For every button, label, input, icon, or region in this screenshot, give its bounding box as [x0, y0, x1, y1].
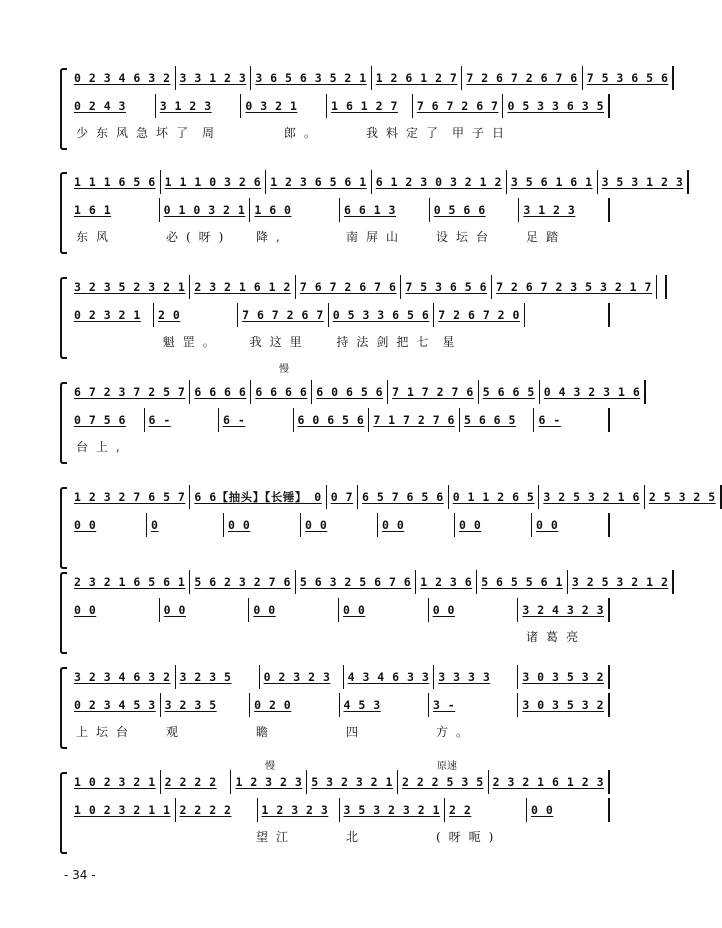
notes: 3 -: [432, 698, 456, 712]
measure: [160, 198, 251, 222]
lyric: 上坛台: [76, 725, 137, 739]
lower-staff: [70, 303, 610, 327]
staff-brace: [60, 68, 67, 150]
page-number: - 34 -: [64, 868, 96, 882]
notes: 0 0: [382, 518, 405, 532]
notes: 1 2 3 2 7 6 5 7: [74, 490, 186, 504]
measure: [70, 693, 161, 717]
lyric: [250, 628, 340, 648]
lyric: 降,: [256, 230, 288, 244]
notes: 1 6 1 2 7: [331, 99, 398, 113]
lyric: [70, 828, 160, 848]
notes: 0 0: [459, 518, 482, 532]
tempo-mark-slow-1: 慢: [279, 364, 289, 375]
staff-brace: [60, 667, 67, 749]
notes: 7 2 6 7 2 3 5 3 2 1 7: [496, 280, 652, 294]
notes: 0 0: [253, 603, 276, 617]
measure: [190, 275, 296, 299]
notes: 3 2 4 3 2 3: [522, 603, 605, 617]
measure: [401, 275, 492, 299]
notes: 1 1 1 0 3 2 6: [164, 175, 262, 189]
measure: [161, 170, 267, 194]
measure: [479, 380, 540, 404]
lyric: 我料定了: [366, 126, 447, 140]
measure: [519, 198, 610, 222]
measure: [176, 66, 252, 90]
staff-brace: [60, 572, 67, 654]
measure: [398, 770, 489, 794]
lower-staff: [70, 94, 610, 118]
measure: [455, 513, 532, 537]
notes: 0 2 3 4 5 3: [74, 698, 156, 712]
measure: [434, 303, 525, 327]
lyrics-line: [70, 228, 610, 248]
notes: 2 2 2 2: [179, 803, 232, 817]
notes: 6 6【抽头】【长锤】 0: [194, 490, 322, 504]
measure: [250, 693, 339, 717]
lyrics-line: [70, 438, 610, 458]
lyric: [224, 543, 301, 563]
notes: 6 -: [538, 413, 561, 427]
measure: [527, 798, 610, 822]
measure: [260, 665, 344, 689]
notes: 0 3 2 1: [245, 99, 298, 113]
measure: [413, 94, 504, 118]
lyric: 诸葛亮: [526, 630, 587, 644]
measure: [518, 693, 610, 717]
measure: [145, 408, 220, 432]
notes: 0 1 0 3 2 1: [163, 203, 246, 217]
notes: 0 0: [343, 603, 366, 617]
lyric: [301, 543, 378, 563]
notes: 3 2 3 5: [179, 670, 232, 684]
staff-brace: [60, 772, 67, 854]
lyric: 观: [166, 725, 187, 739]
notes: 5 6 3 2 5 6 7 6: [299, 575, 412, 589]
lyric: [379, 438, 456, 458]
notes: 0 0: [228, 518, 251, 532]
measure: [518, 665, 610, 689]
measure: [70, 598, 160, 622]
measure: [434, 665, 518, 689]
notes: 1 6 0: [254, 203, 292, 217]
measure: [241, 94, 327, 118]
notes: 7 5 3 6 5 6: [586, 71, 669, 85]
measure: [339, 598, 429, 622]
notes: 1 2 3 6: [420, 575, 473, 589]
lyric: 郎。: [284, 126, 325, 140]
lyrics-line: [70, 543, 610, 563]
measure: [70, 798, 176, 822]
measure: [327, 485, 358, 509]
notes: 3 2 3 5 2 3 2 1: [74, 280, 186, 294]
notes: 5 6 2 3 2 7 6: [194, 575, 291, 589]
notes: 6 5 7 6 5 6: [362, 490, 444, 504]
notes: 0 2 3 2 3: [263, 670, 331, 684]
notes: 6 0 6 5 6: [297, 413, 365, 427]
measure: [190, 485, 326, 509]
measure: [307, 770, 398, 794]
lyric: [301, 438, 378, 458]
measure: [477, 570, 568, 594]
notes: 2 5 3 2 5: [648, 490, 716, 504]
notes: 5 6 6 5: [482, 385, 535, 399]
measure: [388, 380, 479, 404]
lyric: [340, 628, 430, 648]
notes: 6 6 6 6: [194, 385, 247, 399]
measure: [70, 770, 161, 794]
notes: 1 2 3 6 5 6 1: [270, 175, 367, 189]
notes: 0 1 1 2 6 5: [452, 490, 535, 504]
notes: 0 7: [330, 490, 354, 504]
notes: 1 0 2 3 2 1 1: [74, 803, 171, 817]
lyrics-line: [70, 124, 610, 144]
notes: 3 0 3 5 3 2: [522, 698, 605, 712]
measure: [492, 275, 657, 299]
lyric: [70, 333, 157, 353]
lyric: 北: [346, 830, 367, 844]
lyric: 必(呀): [166, 230, 232, 244]
measure: [296, 275, 402, 299]
measure: [518, 598, 610, 622]
lyric: [160, 828, 250, 848]
notes: 0 2 3 2 1: [74, 308, 141, 322]
lyric: 东风: [76, 230, 117, 244]
measure: [534, 408, 610, 432]
measure: [372, 66, 463, 90]
measure: [489, 770, 610, 794]
notes: 0 7 5 6: [74, 413, 126, 427]
lyric: [456, 438, 533, 458]
notes: 7 6 7 2 6 7 6: [299, 280, 397, 294]
measure: [430, 198, 520, 222]
notes: 0 0: [74, 603, 97, 617]
notes: 0 0: [74, 518, 97, 532]
lyric: 台上,: [76, 440, 128, 454]
measure: [294, 408, 370, 432]
lower-staff: [70, 513, 610, 537]
measure: [154, 303, 238, 327]
notes: 1 2 6 1 2 7: [375, 71, 458, 85]
notes: 2 2: [449, 803, 472, 817]
lyric: 方。: [436, 725, 477, 739]
measure: [70, 275, 190, 299]
measure: [583, 66, 675, 90]
notes: 2 3 2 1 6 1 2: [194, 280, 291, 294]
measure: [251, 380, 312, 404]
measure: [378, 513, 455, 537]
measure: [540, 380, 647, 404]
notes: 4 5 3: [343, 698, 381, 712]
notes: 1 2 3 2 3: [235, 775, 303, 789]
notes: 1 6 1: [74, 203, 112, 217]
measure: [190, 570, 296, 594]
lyrics-line: [70, 628, 610, 648]
notes: 6 -: [223, 413, 246, 427]
notes: 0 0: [163, 603, 186, 617]
lyric: [528, 124, 610, 144]
measure: [598, 170, 690, 194]
notes: 6 -: [148, 413, 171, 427]
lyric: 设坛台: [436, 230, 497, 244]
measure: [503, 94, 610, 118]
notes: 3 6 5 6 3 5 2 1: [255, 71, 367, 85]
measure: [250, 198, 340, 222]
lyric: 魁罡。: [162, 335, 223, 349]
lyric: [430, 628, 520, 648]
measure: [657, 275, 667, 299]
lyric: 瞻: [256, 725, 277, 739]
lyric: [520, 828, 610, 848]
lyrics-line: [70, 333, 610, 353]
notes: 3 1 2 3: [159, 99, 212, 113]
measure: [340, 693, 429, 717]
lyric: 南屏山: [346, 230, 407, 244]
notes: 0 0: [536, 518, 559, 532]
measure: [258, 798, 340, 822]
upper-staff: [70, 770, 610, 794]
measure: [147, 513, 224, 537]
music-system: [62, 380, 641, 466]
notes: 3 2 3 5: [164, 698, 217, 712]
notes: 7 6 7 2 6 7: [416, 99, 499, 113]
notes: 7 5 3 6 5 6: [405, 280, 488, 294]
lyric: [533, 438, 610, 458]
measure: [70, 408, 145, 432]
lyric: 少东风急坏了: [76, 126, 197, 140]
notes: 7 2 6 7 2 6 7 6: [466, 71, 578, 85]
staff-brace: [60, 172, 67, 254]
lyric: 四: [346, 725, 367, 739]
notes: 2 2 2 2: [164, 775, 217, 789]
measure: [416, 570, 477, 594]
music-system: [62, 170, 684, 256]
upper-staff: [70, 170, 684, 194]
notes: 3 3 1 2 3: [179, 71, 247, 85]
notes: 3 2 3 4 6 3 2: [74, 670, 171, 684]
measure: [344, 665, 435, 689]
lyric: [147, 438, 224, 458]
lyric: [160, 628, 250, 648]
notes: 1 0 2 3 2 1: [74, 775, 156, 789]
notes: 6 1 2 3 0 3 2 1 2: [375, 175, 502, 189]
measure: [219, 408, 294, 432]
notes: 6 6 6 6: [255, 385, 308, 399]
measure: [358, 485, 449, 509]
notes: 6 0 6 5 6: [316, 385, 384, 399]
lyric: [224, 438, 301, 458]
notes: 7 1 7 2 7 6: [373, 413, 455, 427]
measure: [160, 598, 250, 622]
measure: [176, 665, 260, 689]
music-system: [62, 665, 610, 751]
measure: [70, 198, 160, 222]
upper-staff: [70, 570, 669, 594]
music-system: [62, 66, 669, 152]
notes: 3 2 5 3 2 1 6: [543, 490, 640, 504]
lyric: 周: [202, 126, 223, 140]
notes: 0 5 6 6: [433, 203, 486, 217]
measure: [224, 513, 301, 537]
notes: 0 2 4 3: [74, 99, 126, 113]
lower-staff: [70, 693, 610, 717]
staff-brace: [60, 487, 67, 569]
lyric: [520, 723, 610, 743]
notes: 1 1 1 6 5 6: [74, 175, 156, 189]
lyric: [70, 543, 147, 563]
measure: [70, 513, 147, 537]
notes: 3 5 3 1 2 3: [601, 175, 684, 189]
notes: 1 2 3 2 3: [261, 803, 329, 817]
measure: [161, 770, 232, 794]
measure: [176, 798, 258, 822]
lower-staff: [70, 198, 610, 222]
notes: 3 3 3 3: [438, 670, 491, 684]
lyric: [533, 543, 610, 563]
lyric: 望江: [256, 830, 297, 844]
notes: 0 2 0: [254, 698, 292, 712]
lower-staff: [70, 598, 610, 622]
measure: [532, 513, 610, 537]
measure: [249, 598, 339, 622]
staff-brace: [60, 277, 67, 359]
measure: [462, 66, 582, 90]
notes: 0 0: [531, 803, 554, 817]
lyric: [70, 628, 160, 648]
notes: 7 2 6 7 2 0: [438, 308, 520, 322]
measure: [266, 170, 372, 194]
notes: 4 3 4 6 3 3: [347, 670, 430, 684]
upper-staff: [70, 665, 610, 689]
staff-brace: [60, 382, 67, 464]
measure: [296, 570, 416, 594]
measure: [340, 198, 430, 222]
notes: 0 0: [432, 603, 455, 617]
measure: [312, 380, 388, 404]
measure: [329, 303, 435, 327]
lyric: [379, 543, 456, 563]
upper-staff: [70, 380, 641, 404]
measure: [645, 485, 722, 509]
measure: [190, 380, 251, 404]
notes: 2 3 2 1 6 1 2 3: [492, 775, 604, 789]
notes: 6 7 2 3 7 2 5 7: [74, 385, 186, 399]
notes: 3 0 3 5 3 2: [522, 670, 604, 684]
measure: [460, 408, 535, 432]
lyric: 足踏: [526, 230, 567, 244]
lyric: [523, 333, 610, 353]
notes: 5 6 5 5 6 1: [481, 575, 563, 589]
upper-staff: [70, 66, 669, 90]
measure: [539, 485, 645, 509]
notes: 3 5 3 2 3 2 1: [343, 803, 441, 817]
notes: 0: [151, 518, 159, 532]
music-system: [62, 485, 716, 571]
measure: [429, 598, 519, 622]
measure: [372, 170, 507, 194]
notes: 5 3 2 3 2 1: [311, 775, 393, 789]
measure: [70, 94, 156, 118]
notes: 7 1 7 2 7 6: [392, 385, 474, 399]
lower-staff: [70, 798, 610, 822]
measure: [327, 94, 413, 118]
measure: [445, 798, 527, 822]
measure: [70, 380, 190, 404]
lyric: 持法剑把七: [336, 335, 437, 349]
lyric: [147, 543, 224, 563]
measure: [70, 485, 190, 509]
notes: 2 0: [158, 308, 181, 322]
measure: [70, 570, 190, 594]
measure: [70, 665, 176, 689]
measure: [251, 66, 371, 90]
notes: 5 6 6 5: [463, 413, 516, 427]
lyric: (呀呃): [436, 830, 502, 844]
measure: [301, 513, 378, 537]
notes: 3 5 6 1 6 1: [510, 175, 593, 189]
music-system: [62, 570, 669, 656]
notes: 3 2 5 3 2 1 2: [571, 575, 669, 589]
notes: 0 5 3 3 6 3 5: [507, 99, 604, 113]
notes: 0 5 3 3 6 5 6: [332, 308, 430, 322]
upper-staff: [70, 275, 652, 299]
measure: [156, 94, 242, 118]
lyric: 我这里: [249, 335, 310, 349]
notes: 7 6 7 2 6 7: [242, 308, 324, 322]
lyrics-line: [70, 723, 610, 743]
music-system: [62, 275, 652, 361]
measure: [340, 798, 446, 822]
lyrics-line: [70, 828, 610, 848]
measure: [525, 303, 610, 327]
measure: [70, 66, 176, 90]
measure: [238, 303, 329, 327]
upper-staff: [70, 485, 716, 509]
measure: [231, 770, 307, 794]
lyric: [456, 543, 533, 563]
notes: 0 2 3 4 6 3 2: [74, 71, 171, 85]
notes: 2 2 2 5 3 5: [401, 775, 484, 789]
measure: [449, 485, 540, 509]
lyric: 甲子日: [452, 126, 513, 140]
measure: [568, 570, 675, 594]
tempo-mark-slow-2: 慢: [265, 761, 275, 772]
notes: 6 6 1 3: [344, 203, 396, 217]
music-system: [62, 770, 610, 856]
notes: 2 3 2 1 6 5 6 1: [74, 575, 186, 589]
measure: [161, 693, 250, 717]
lower-staff: [70, 408, 610, 432]
measure: [70, 170, 161, 194]
lyric: 星: [442, 335, 463, 349]
tempo-mark-original: 原速: [437, 761, 457, 772]
measure: [70, 303, 154, 327]
measure: [429, 693, 518, 717]
measure: [507, 170, 598, 194]
notes: 3 1 2 3: [523, 203, 576, 217]
measure: [369, 408, 460, 432]
notes: 0 0: [305, 518, 328, 532]
notes: 0 4 3 2 3 1 6: [543, 385, 641, 399]
